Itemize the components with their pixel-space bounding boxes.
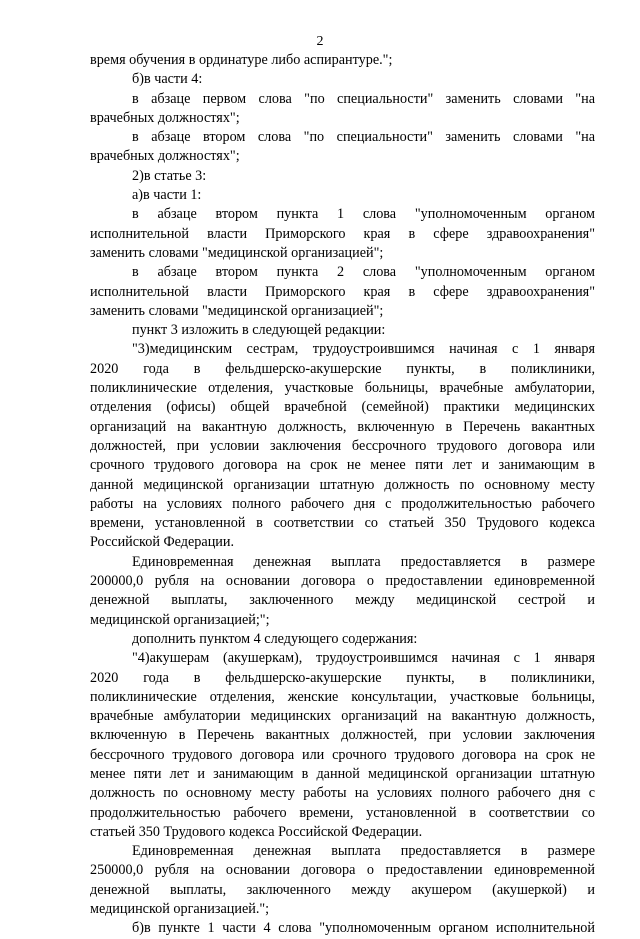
- text-line: 200000,0 рубля на основании договора о предоставлении единовременной: [90, 573, 595, 590]
- text-line: статьей 350 Трудового кодекса Российской Федерации.: [90, 823, 423, 840]
- text-line: данной медицинской организации штатную должность по основному месту: [90, 476, 595, 493]
- text-line: должность по основному месту работы на условиях полного рабочего дня с: [90, 785, 595, 802]
- text-line: поликлинические отделения, женские консультации, участковые больницы,: [90, 688, 595, 705]
- text-line: включенную в Перечень вакантных должностей, при условии заключения: [90, 727, 595, 744]
- text-line: поликлинические отделения, участковые больницы, врачебные амбулатории,: [90, 380, 595, 397]
- text-line: исполнительной власти Приморского края в сфере здравоохранения": [90, 283, 595, 300]
- text-line: заменить словами "медицинской организацией";: [90, 302, 384, 319]
- text-line: медицинской организацией;";: [90, 611, 270, 628]
- text-line: исполнительной власти Приморского края в сфере здравоохранения": [90, 225, 595, 242]
- text-line: Единовременная денежная выплата предоставляется в размере: [132, 843, 595, 860]
- text-line: "3)медицинским сестрам, трудоустроившимся начиная с 1 января: [132, 341, 595, 358]
- text-line: должностей, при условии заключения бессрочного трудового договора или: [90, 437, 595, 454]
- text-line: пункт 3 изложить в следующей редакции:: [132, 322, 386, 339]
- text-line: медицинской организацией.";: [90, 901, 270, 918]
- text-line: срочного трудового договора на срок не менее пяти лет и занимающим в: [90, 457, 595, 474]
- text-line: в абзаце втором пункта 1 слова "уполномоченным органом: [132, 206, 595, 223]
- text-line: в абзаце втором слова "по специальности" заменить словами "на: [132, 129, 595, 146]
- text-line: 250000,0 рубля на основании договора о предоставлении единовременной: [90, 862, 595, 879]
- text-line: продолжительностью рабочего времени, установленной в соответствии со: [90, 804, 595, 821]
- document-body: [90, 51, 595, 939]
- text-line: б)в части 4:: [132, 71, 203, 88]
- text-line: 2)в статье 3:: [132, 167, 207, 184]
- text-line: Российской Федерации.: [90, 534, 235, 551]
- text-line: заменить словами "медицинской организацией";: [90, 244, 384, 261]
- page-number: 2: [316, 34, 324, 49]
- text-line: организаций на вакантную должность, включенную в Перечень вакантных: [90, 418, 595, 435]
- text-line: врачебных должностях";: [90, 148, 240, 165]
- text-line: денежной выплаты, заключенного между акушером (акушеркой) и: [90, 881, 595, 898]
- text-line: менее пяти лет и занимающим в данной медицинской организации штатную: [90, 765, 595, 782]
- text-line: дополнить пунктом 4 следующего содержания:: [132, 630, 418, 647]
- text-line: а)в части 1:: [132, 187, 202, 204]
- text-line: времени, установленной в соответствии со статьей 350 Трудового кодекса: [90, 515, 595, 532]
- text-line: 2020 года в фельдшерско-акушерские пункты, в поликлиники,: [90, 669, 595, 686]
- text-line: б)в пункте 1 части 4 слова "уполномоченным органом исполнительной: [132, 920, 595, 937]
- text-line: Единовременная денежная выплата предоставляется в размере: [132, 553, 595, 570]
- text-line: отделения (офисы) общей врачебной (семейной) практики медицинских: [90, 399, 595, 416]
- text-line: врачебных должностях";: [90, 109, 240, 126]
- text-line: бессрочного трудового договора или срочного трудового договора на срок не: [90, 746, 595, 763]
- text-line: в абзаце втором пункта 2 слова "уполномоченным органом: [132, 264, 595, 281]
- text-line: 2020 года в фельдшерско-акушерские пункты, в поликлиники,: [90, 360, 595, 377]
- text-line: работы на условиях полного рабочего дня с продолжительностью рабочего: [90, 495, 595, 512]
- text-line: врачебные амбулатории медицинских организаций на вакантную должность,: [90, 708, 595, 725]
- text-line: "4)акушерам (акушеркам), трудоустроившимся начиная с 1 января: [132, 650, 595, 667]
- text-line: денежной выплаты, заключенного между медицинской сестрой и: [90, 592, 595, 609]
- text-line: в абзаце первом слова "по специальности" заменить словами "на: [132, 90, 595, 107]
- text-line: время обучения в ординатуре либо аспирантуре.";: [90, 52, 393, 68]
